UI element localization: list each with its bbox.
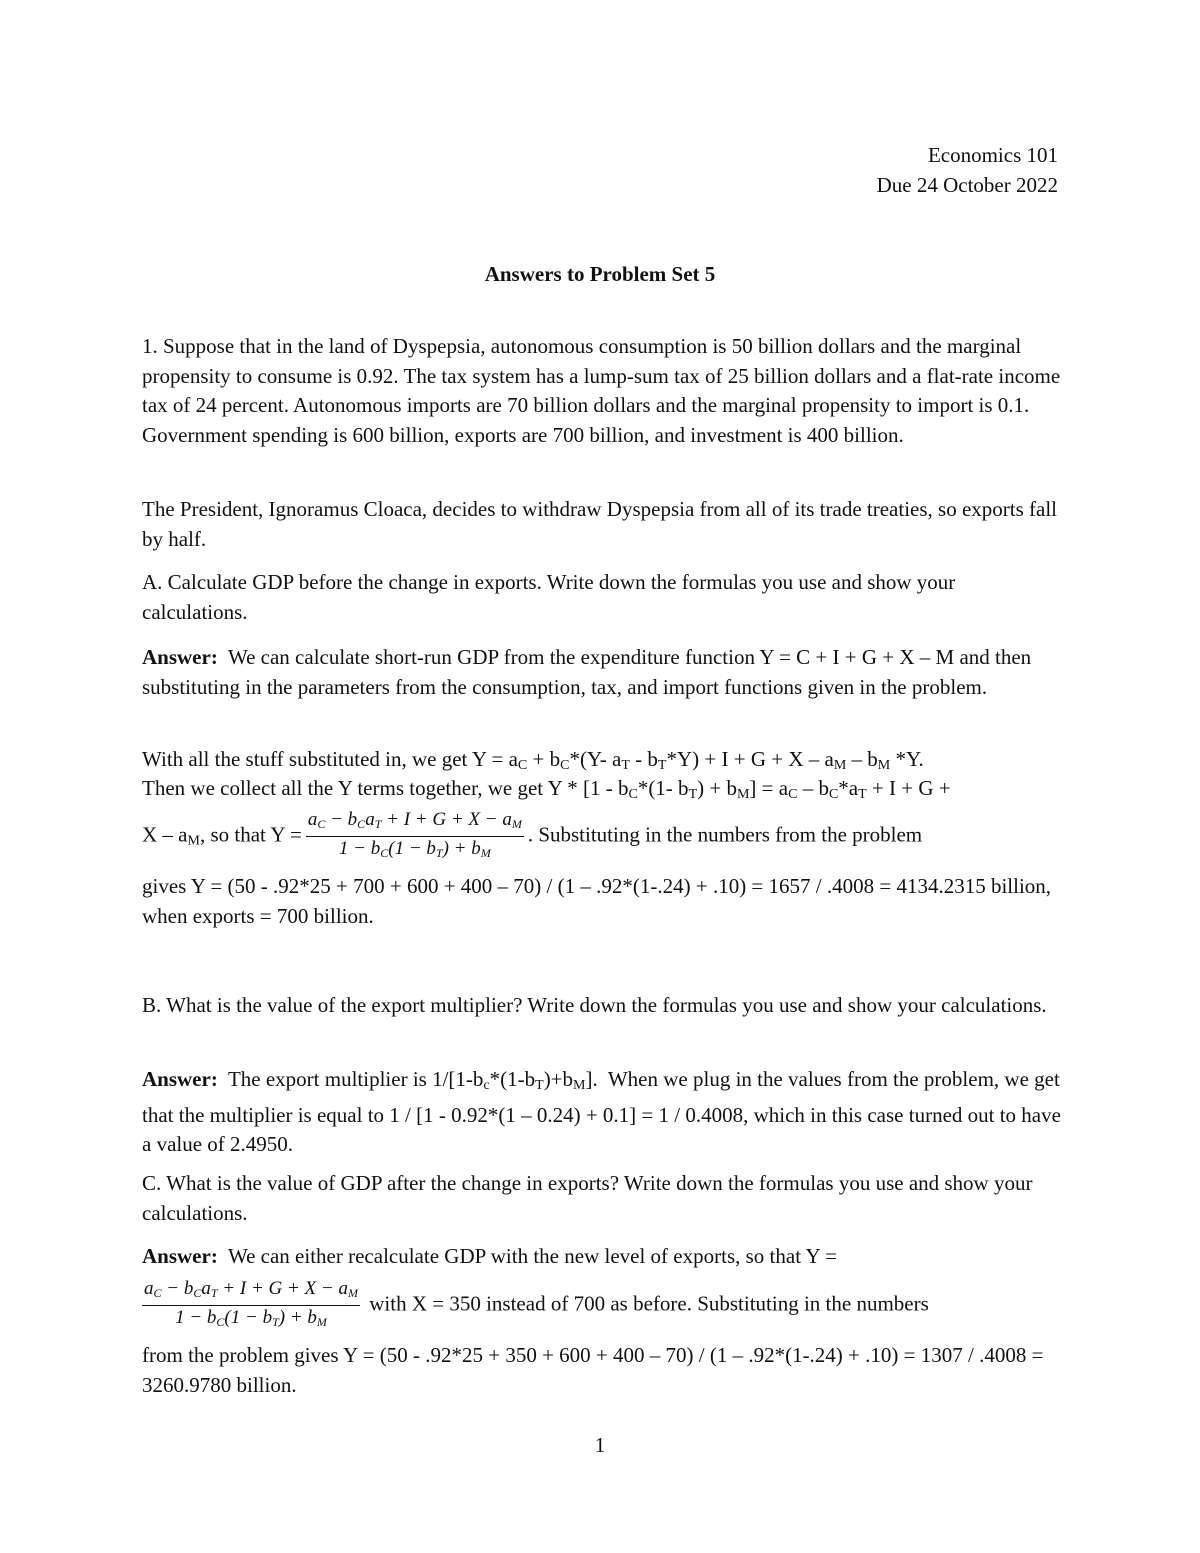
gdp-formula-fraction: $\frac{\text{aC − bCaT + I + G + X − aM}}{1 - bC(1 - bT) + bM}$ <box>144 1278 358 1329</box>
answer-text: We can calculate short-run GDP from the expenditure function Y = C + I + G + X – M and then substituting in the parameters from the consumption, tax, and import functions given in the problem. <box>142 645 1032 699</box>
part-a-answer <box>142 643 1062 702</box>
answer-label: Answer: <box>142 645 218 669</box>
part-b-question: B. What is the value of the export multiplier? Write down the formulas you use and show your calculations. <box>142 993 1047 1017</box>
part-c-formula-line: $\frac{\text{aC − bCaT + I + G + X − aM}}{1 - bC(1 - bT) + bM}$ with X = 350 instead of 700 as before. Substituting in the numbers <box>142 1278 1062 1333</box>
page-number: 1 <box>594 1433 606 1457</box>
course-name: Economics 101 <box>927 143 1058 167</box>
due-date: Due 24 October 2022 <box>876 173 1058 197</box>
part-a-calculation: gives Y = (50 - .92*25 + 700 + 600 + 400 – 70) / (1 – .92*(1-.24) + .10) = 1657 / .4008 = 4134.2315 billion, when exports = 700 billion. <box>142 874 1052 928</box>
part-c-calculation: from the problem gives Y = (50 - .92*25 + 350 + 600 + 400 – 70) / (1 – .92*(1-.24) + .10) = 1307 / .4008 = 3260.9780 billion. <box>142 1343 1044 1397</box>
part-a-formula-line: X – $a_M$, so that Y = $\frac{\text{aC − bCaT + I + G + X − aM}}{1 - bC(1 - bT) + bM}$ . Substituting in the numbers from the problem <box>142 809 1062 864</box>
part-a-question: A. Calculate GDP before the change in exports. Write down the formulas you use and show your calculations. <box>142 570 956 624</box>
part-a-collect: Then we collect all the Y terms together, we get Y * [$1 - b_C*(1-$ $b_T) + b_M] = a_C - b_C*a_T + I + G$ + <box>142 776 951 802</box>
gdp-formula-fraction: $\frac{\text{aC − bCaT + I + G + X − aM}}{1 - bC(1 - bT) + bM}$ <box>307 809 522 860</box>
part-b-answer: Answer: The export multiplier is $1/[1-b_c*(1-b_T)+b_M]$. When we plug in the values from the problem, we get that the multiplier is equal to 1 / [1 - 0.92*(1 – 0.24) + 0.1] = 1 / 0.4008, which in this case turned out to have a value of 2.4950. <box>142 1067 1061 1156</box>
part-a-substitution: With all the stuff substituted in, we get $Y = a_C + b_C*(Y-$ $a_T - b_T*Y) + I + G + X - a_M - b_M$ *Y. <box>142 747 924 773</box>
part-c-question: C. What is the value of GDP after the change in exports? Write down the formulas you use and show your calculations. <box>142 1171 1033 1225</box>
part-c-answer: Answer: We can either recalculate GDP with the new level of exports, so that Y = <box>142 1244 837 1268</box>
question-1-scenario: The President, Ignoramus Cloaca, decides to withdraw Dyspepsia from all of its trade treaties, so exports fall by half. <box>142 497 1057 551</box>
question-1-prompt: 1. Suppose that in the land of Dyspepsia, autonomous consumption is 50 billion dollars and the marginal propensity to consume is 0.92. The tax system has a lump-sum tax of 25 billion dollars and a flat-rate income tax of 24 percent. Autonomous imports are 70 billion dollars and the marginal propensity to import is 0.1. Government spending is 600 billion, exports are 700 billion, and investment is 400 billion. <box>142 334 1061 447</box>
page-title: Answers to Problem Set 5 <box>484 262 716 286</box>
